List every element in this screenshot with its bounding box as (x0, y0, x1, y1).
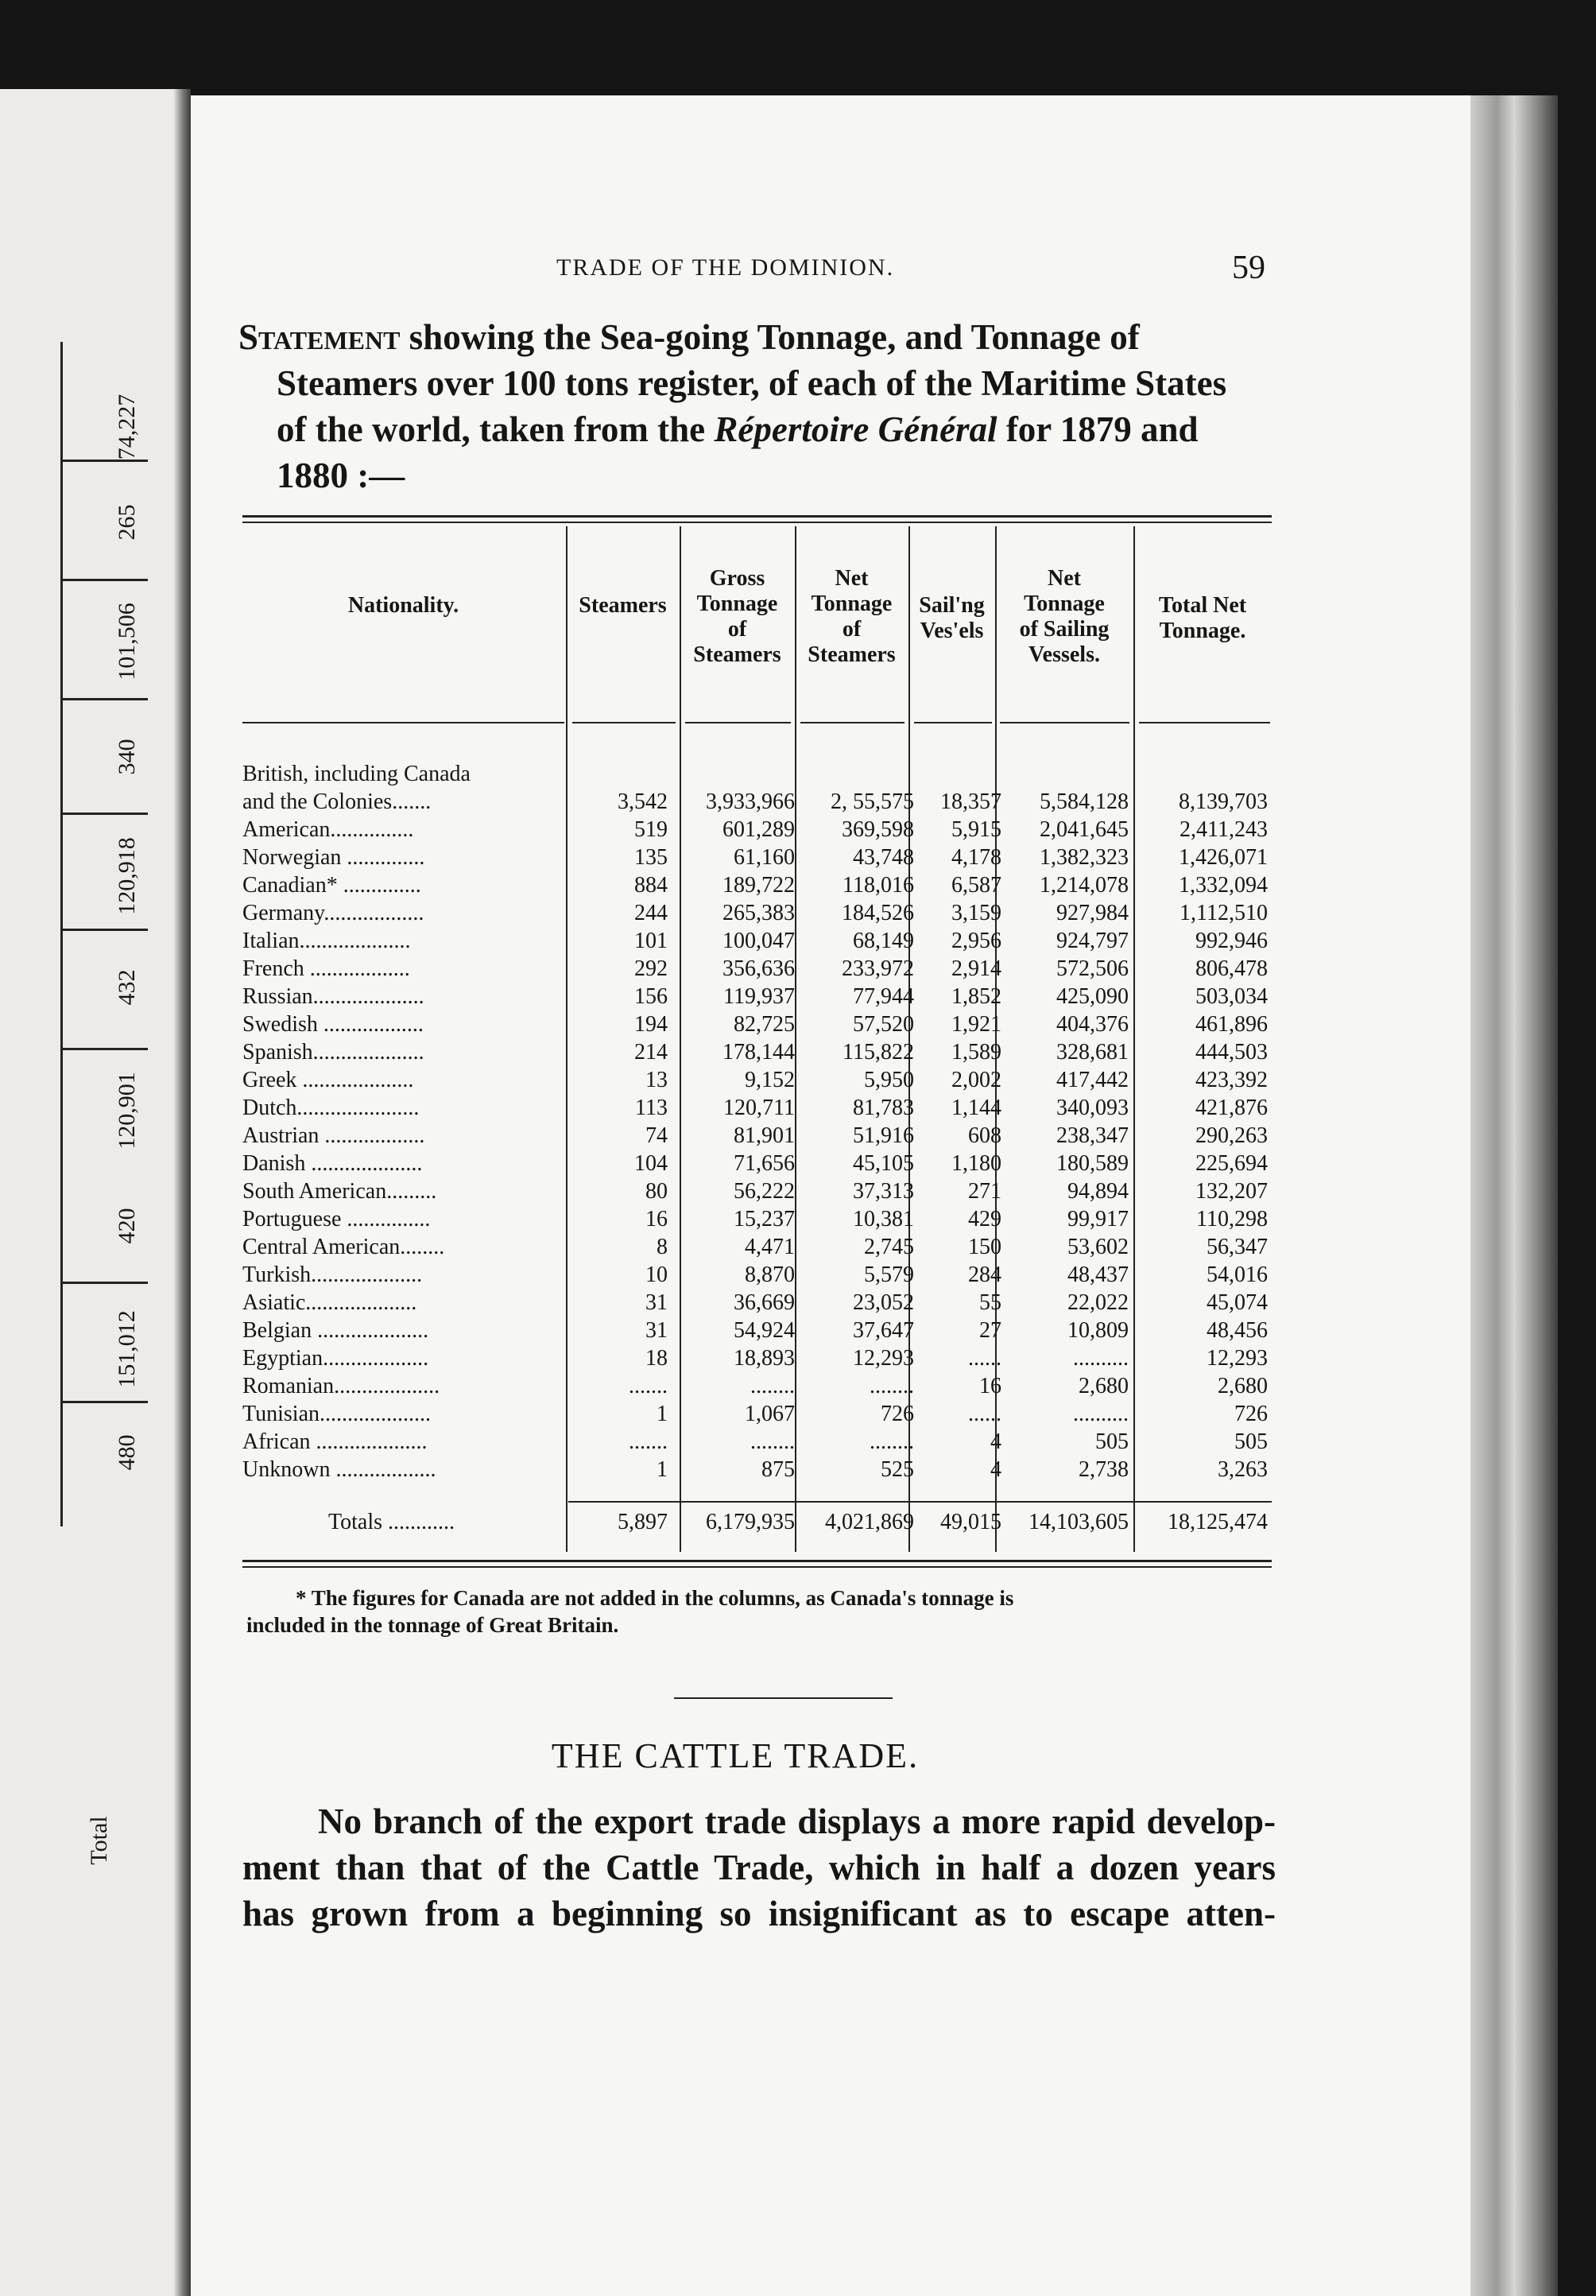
table-row (242, 1373, 1276, 1400)
row-sailing-vessels: ...... (968, 1346, 1001, 1371)
table-top-rule (242, 515, 1272, 518)
row-net-tonnage-sailing: 572,506 (1056, 956, 1129, 981)
row-net-tonnage-steamers: 5,579 (864, 1262, 914, 1287)
row-gross-tonnage: 120,711 (723, 1096, 795, 1120)
row-nationality: Austrian .................. (242, 1123, 425, 1148)
col-header-line: Tonnage (696, 591, 778, 616)
table-row (242, 1039, 1276, 1066)
header-rule (1000, 722, 1129, 723)
row-nationality: Turkish.................... (242, 1262, 423, 1287)
left-value: 101,506 (114, 603, 140, 681)
row-net-tonnage-steamers: 115,822 (843, 1040, 914, 1065)
row-sailing-vessels: 1,144 (951, 1096, 1001, 1120)
statement-lead: Statement (238, 317, 401, 357)
row-total-net-tonnage: 1,332,094 (1179, 873, 1268, 898)
row-total-net-tonnage: 2,411,243 (1180, 817, 1268, 842)
row-nationality: Russian.................... (242, 984, 424, 1009)
col-header-net-tonnage-sailing (995, 566, 1133, 668)
row-net-tonnage-sailing: 924,797 (1056, 929, 1129, 953)
col-header-line: Steamers (693, 642, 781, 667)
row-total-net-tonnage: 48,456 (1207, 1318, 1268, 1343)
row-net-tonnage-sailing: 1,214,078 (1040, 873, 1129, 898)
row-nationality: Romanian................... (242, 1374, 440, 1398)
row-sailing-vessels: 4 (990, 1429, 1001, 1454)
row-nationality: Central American........ (242, 1235, 445, 1259)
row-sailing-vessels: 4 (990, 1457, 1001, 1482)
row-net-tonnage-sailing: 340,093 (1056, 1096, 1129, 1120)
table-row (242, 956, 1276, 983)
row-net-tonnage-steamers: 81,783 (853, 1096, 914, 1120)
row-steamers: 31 (645, 1318, 668, 1343)
table-row (242, 872, 1276, 899)
totals-sailing-vessels: 49,015 (940, 1510, 1001, 1534)
row-net-tonnage-sailing: 2,680 (1079, 1374, 1129, 1398)
row-net-tonnage-steamers: 45,105 (853, 1151, 914, 1176)
row-sailing-vessels: 150 (968, 1235, 1001, 1259)
row-net-tonnage-sailing: 99,917 (1067, 1207, 1129, 1231)
row-net-tonnage-steamers: 43,748 (853, 845, 914, 870)
row-sailing-vessels: ...... (968, 1402, 1001, 1426)
statement-line3a: of the world, taken from the (277, 409, 706, 449)
row-net-tonnage-sailing: 5,584,128 (1040, 789, 1129, 814)
col-header-line: Gross (709, 566, 765, 591)
totals-total-net-tonnage: 18,125,474 (1168, 1510, 1268, 1534)
row-net-tonnage-sailing: 417,442 (1056, 1068, 1129, 1092)
row-sailing-vessels: 27 (979, 1318, 1001, 1343)
col-header-total-net-tonnage (1133, 593, 1272, 644)
row-net-tonnage-steamers: 77,944 (853, 984, 914, 1009)
col-header-line: Total Net (1158, 593, 1247, 618)
row-nationality: Swedish .................. (242, 1012, 424, 1037)
table-row (242, 1234, 1276, 1261)
row-steamers: 104 (634, 1151, 668, 1176)
row-gross-tonnage: ........ (750, 1374, 795, 1398)
row-net-tonnage-steamers: 118,016 (843, 873, 914, 898)
row-gross-tonnage: 82,725 (734, 1012, 795, 1037)
row-total-net-tonnage: 444,503 (1195, 1040, 1268, 1065)
row-steamers: 3,542 (618, 789, 668, 814)
paragraph-line: No branch of the export trade displays a more rapid develop- (318, 1802, 1276, 1841)
row-net-tonnage-sailing: 425,090 (1056, 984, 1129, 1009)
table-row (242, 1345, 1276, 1372)
table-row (242, 900, 1276, 927)
col-header-line: of (842, 617, 862, 642)
statement-line2: Steamers over 100 tons register, of each of the Maritime States (277, 363, 1227, 403)
row-net-tonnage-sailing: 927,984 (1056, 901, 1129, 925)
row-total-net-tonnage: 992,946 (1195, 929, 1268, 953)
col-header-line: Net (1048, 566, 1081, 591)
table-row (242, 844, 1276, 871)
row-total-net-tonnage: 503,034 (1195, 984, 1268, 1009)
row-nationality: Spanish.................... (242, 1040, 424, 1065)
row-nationality: Canadian* .............. (242, 873, 421, 898)
left-page-fragment (0, 89, 189, 2296)
row-total-net-tonnage: 132,207 (1195, 1179, 1268, 1204)
row-gross-tonnage: 18,893 (734, 1346, 795, 1371)
row-steamers: 214 (634, 1040, 668, 1065)
totals-net-tonnage-steamers: 4,021,869 (825, 1510, 914, 1534)
row-net-tonnage-steamers: 12,293 (853, 1346, 914, 1371)
row-nationality: Egyptian................... (242, 1346, 429, 1371)
row-net-tonnage-steamers: 57,520 (853, 1012, 914, 1037)
section-divider (674, 1697, 893, 1699)
table-row (242, 1123, 1276, 1150)
row-gross-tonnage: 356,636 (722, 956, 795, 981)
running-header: TRADE OF THE DOMINION. (556, 254, 895, 281)
row-nationality: Greek .................... (242, 1068, 414, 1092)
row-sailing-vessels: 1,180 (951, 1151, 1001, 1176)
row-sailing-vessels: 2,956 (951, 929, 1001, 953)
footnote-line: * The figures for Canada are not added in the columns, as Canada's tonnage is (296, 1586, 1014, 1610)
row-nationality: and the Colonies....... (242, 789, 432, 814)
row-steamers: ....... (629, 1374, 668, 1398)
row-sailing-vessels: 1,852 (951, 984, 1001, 1009)
row-nationality: American............... (242, 817, 414, 842)
row-net-tonnage-steamers: 2, 55,575 (831, 789, 914, 814)
row-gross-tonnage: 61,160 (734, 845, 795, 870)
table-row (242, 1401, 1276, 1428)
row-sailing-vessels: 16 (979, 1374, 1001, 1398)
row-steamers: 519 (634, 817, 668, 842)
table-bottom-rule (242, 1566, 1272, 1568)
totals-net-tonnage-sailing: 14,103,605 (1028, 1510, 1129, 1534)
row-nationality: Portuguese ............... (242, 1207, 431, 1231)
row-sailing-vessels: 3,159 (951, 901, 1001, 925)
col-header-line: Vessels. (1028, 642, 1100, 667)
row-net-tonnage-steamers: ........ (870, 1374, 914, 1398)
col-header-line: Tonnage (811, 591, 893, 616)
left-value: 420 (114, 1208, 140, 1244)
col-header-line: of (727, 617, 747, 642)
row-net-tonnage-sailing: 94,894 (1067, 1179, 1129, 1204)
row-sailing-vessels: 5,915 (951, 817, 1001, 842)
left-value: 265 (114, 504, 140, 541)
row-total-net-tonnage: 110,298 (1196, 1207, 1268, 1231)
header-rule (914, 722, 992, 723)
row-total-net-tonnage: 56,347 (1207, 1235, 1268, 1259)
row-steamers: 1 (657, 1402, 668, 1426)
row-net-tonnage-sailing: 505 (1095, 1429, 1129, 1454)
row-gross-tonnage: 15,237 (734, 1207, 795, 1231)
row-total-net-tonnage: 225,694 (1195, 1151, 1268, 1176)
row-steamers: 156 (634, 984, 668, 1009)
table-row (242, 1456, 1276, 1483)
row-sailing-vessels: 284 (968, 1262, 1001, 1287)
left-value: 432 (114, 969, 140, 1006)
row-total-net-tonnage: 8,139,703 (1179, 789, 1268, 814)
row-net-tonnage-sailing: 328,681 (1056, 1040, 1129, 1065)
body-paragraph (242, 1798, 1276, 1937)
row-sailing-vessels: 18,357 (940, 789, 1001, 814)
row-net-tonnage-steamers: 37,647 (853, 1318, 914, 1343)
row-nationality: Belgian .................... (242, 1318, 429, 1343)
totals-row (242, 1509, 1276, 1536)
row-steamers: 135 (634, 845, 668, 870)
row-net-tonnage-sailing: 22,022 (1067, 1290, 1129, 1315)
row-sailing-vessels: 2,002 (951, 1068, 1001, 1092)
row-sailing-vessels: 2,914 (951, 956, 1001, 981)
row-gross-tonnage: 36,669 (734, 1290, 795, 1315)
table-row (242, 1317, 1276, 1344)
statement-line1: showing the Sea-going Tonnage, and Tonnage of (409, 317, 1140, 357)
row-steamers: 244 (634, 901, 668, 925)
row-gross-tonnage: 265,383 (722, 901, 795, 925)
row-net-tonnage-steamers: 233,972 (842, 956, 914, 981)
row-net-tonnage-steamers: 525 (881, 1457, 914, 1482)
col-header-line: Sail'ng (919, 593, 985, 618)
table-row (242, 928, 1276, 955)
col-header-line: Net (835, 566, 869, 591)
header-rule (242, 722, 564, 723)
col-header-line: Steamers (808, 642, 896, 667)
col-header-net-tonnage-steamers (795, 566, 908, 668)
row-nationality: Dutch...................... (242, 1096, 420, 1120)
table-row (242, 1262, 1276, 1289)
row-gross-tonnage: 54,924 (734, 1318, 795, 1343)
section-title: THE CATTLE TRADE. (551, 1736, 920, 1775)
row-net-tonnage-sailing: 48,437 (1067, 1262, 1129, 1287)
row-steamers: ....... (629, 1429, 668, 1454)
row-sailing-vessels: 6,587 (951, 873, 1001, 898)
row-total-net-tonnage: 461,896 (1195, 1012, 1268, 1037)
left-value: 120,918 (114, 837, 140, 915)
totals-steamers: 5,897 (618, 1510, 668, 1534)
left-column-rule (60, 342, 63, 1526)
row-total-net-tonnage: 1,426,071 (1179, 845, 1268, 870)
row-net-tonnage-sailing: 404,376 (1056, 1012, 1129, 1037)
page-number: 59 (1232, 250, 1265, 286)
row-total-net-tonnage: 12,293 (1207, 1346, 1268, 1371)
row-gross-tonnage: 4,471 (745, 1235, 795, 1259)
col-header-gross-tonnage (680, 566, 795, 668)
row-total-net-tonnage: 3,263 (1218, 1457, 1268, 1482)
table-row (242, 1150, 1276, 1177)
row-steamers: 10 (645, 1262, 668, 1287)
row-gross-tonnage: 178,144 (722, 1040, 795, 1065)
col-header-line: of Sailing (1019, 617, 1110, 642)
row-gross-tonnage: 1,067 (745, 1402, 795, 1426)
table-row (242, 789, 1276, 816)
row-net-tonnage-sailing: 180,589 (1056, 1151, 1129, 1176)
row-nationality: Germany.................. (242, 901, 424, 925)
row-gross-tonnage: 71,656 (734, 1151, 795, 1176)
col-header-steamers: Steamers (579, 593, 667, 618)
row-nationality: Unknown .................. (242, 1457, 436, 1482)
row-sailing-vessels: 4,178 (951, 845, 1001, 870)
left-row-rule (60, 1048, 148, 1050)
row-net-tonnage-steamers: 5,950 (864, 1068, 914, 1092)
left-value: 74,227 (114, 394, 140, 460)
row-total-net-tonnage: 726 (1234, 1402, 1268, 1426)
col-header-nationality: Nationality. (347, 593, 459, 618)
row-total-net-tonnage: 1,112,510 (1180, 901, 1268, 925)
table-row (242, 1095, 1276, 1122)
row-sailing-vessels: 271 (968, 1179, 1001, 1204)
row-nationality: French .................. (242, 956, 410, 981)
left-value: 120,901 (114, 1072, 140, 1150)
row-net-tonnage-steamers: 10,381 (853, 1207, 914, 1231)
left-value: 480 (114, 1434, 140, 1471)
row-nationality: African .................... (242, 1429, 428, 1454)
row-total-net-tonnage: 290,263 (1195, 1123, 1268, 1148)
statement-source: Répertoire Général (714, 409, 998, 449)
header-rule (800, 722, 905, 723)
col-header-line: Tonnage (1024, 591, 1105, 616)
row-total-net-tonnage: 421,876 (1195, 1096, 1268, 1120)
row-gross-tonnage: 601,289 (722, 817, 795, 842)
row-net-tonnage-steamers: 726 (881, 1402, 914, 1426)
row-gross-tonnage: 8,870 (745, 1262, 795, 1287)
row-steamers: 13 (645, 1068, 668, 1092)
row-steamers: 1 (657, 1457, 668, 1482)
row-gross-tonnage: 3,933,966 (706, 789, 795, 814)
row-gross-tonnage: 189,722 (722, 873, 795, 898)
row-nationality: Norwegian .............. (242, 845, 425, 870)
row-nationality: Tunisian.................... (242, 1402, 432, 1426)
row-gross-tonnage: 875 (761, 1457, 795, 1482)
totals-label: Totals ............ (328, 1510, 455, 1534)
table-row (242, 1206, 1276, 1233)
statement-line3b: for 1879 and (1005, 409, 1199, 449)
row-total-net-tonnage: 423,392 (1195, 1068, 1268, 1092)
row-net-tonnage-sailing: 238,347 (1056, 1123, 1129, 1148)
row-total-net-tonnage: 45,074 (1207, 1290, 1268, 1315)
row-sailing-vessels: 1,589 (951, 1040, 1001, 1065)
row-steamers: 884 (634, 873, 668, 898)
row-steamers: 16 (645, 1207, 668, 1231)
row-nationality: British, including Canada (242, 762, 471, 786)
table-row (242, 1429, 1276, 1456)
row-gross-tonnage: ........ (750, 1429, 795, 1454)
row-net-tonnage-sailing: 2,041,645 (1040, 817, 1129, 842)
row-steamers: 18 (645, 1346, 668, 1371)
totals-gross-tonnage: 6,179,935 (706, 1510, 795, 1534)
table-row (242, 1290, 1276, 1317)
book-gutter (173, 89, 191, 2296)
row-total-net-tonnage: 505 (1234, 1429, 1268, 1454)
row-steamers: 113 (635, 1096, 668, 1120)
row-net-tonnage-steamers: 51,916 (853, 1123, 914, 1148)
row-total-net-tonnage: 2,680 (1218, 1374, 1268, 1398)
row-nationality: Danish .................... (242, 1151, 423, 1176)
row-net-tonnage-sailing: 53,602 (1067, 1235, 1129, 1259)
row-total-net-tonnage: 806,478 (1195, 956, 1268, 981)
row-net-tonnage-steamers: ........ (870, 1429, 914, 1454)
row-steamers: 31 (645, 1290, 668, 1315)
table-row (242, 816, 1276, 844)
row-steamers: 80 (645, 1179, 668, 1204)
col-header-line: Tonnage. (1159, 619, 1246, 643)
row-sailing-vessels: 429 (968, 1207, 1001, 1231)
row-net-tonnage-steamers: 37,313 (853, 1179, 914, 1204)
row-gross-tonnage: 119,937 (723, 984, 795, 1009)
row-steamers: 292 (634, 956, 668, 981)
row-steamers: 101 (634, 929, 668, 953)
row-gross-tonnage: 81,901 (734, 1123, 795, 1148)
row-net-tonnage-sailing: .......... (1073, 1346, 1129, 1371)
row-net-tonnage-steamers: 184,526 (842, 901, 914, 925)
table-row (242, 761, 1276, 788)
col-header-sailing-vessels (908, 593, 995, 644)
footnote (246, 1584, 1280, 1639)
table-row (242, 1067, 1276, 1094)
table-row (242, 1011, 1276, 1038)
row-net-tonnage-steamers: 23,052 (853, 1290, 914, 1315)
row-net-tonnage-steamers: 369,598 (842, 817, 914, 842)
row-sailing-vessels: 55 (979, 1290, 1001, 1315)
row-net-tonnage-steamers: 2,745 (864, 1235, 914, 1259)
paragraph-line: has grown from a beginning so insignificant as to escape atten- (242, 1894, 1276, 1933)
row-total-net-tonnage: 54,016 (1207, 1262, 1268, 1287)
statement-line4: 1880 :— (277, 456, 405, 495)
row-steamers: 74 (645, 1123, 668, 1148)
table-row (242, 1178, 1276, 1205)
table-row (242, 983, 1276, 1010)
paragraph-line: ment than that of the Cattle Trade, which in half a dozen years (242, 1848, 1276, 1887)
table-top-rule (242, 522, 1272, 523)
row-sailing-vessels: 1,921 (951, 1012, 1001, 1037)
left-value: 151,012 (114, 1310, 140, 1388)
row-nationality: Asiatic.................... (242, 1290, 417, 1315)
row-net-tonnage-sailing: 1,382,323 (1040, 845, 1129, 870)
header-rule (685, 722, 791, 723)
header-rule (572, 722, 676, 723)
row-gross-tonnage: 9,152 (745, 1068, 795, 1092)
totals-rule (568, 1501, 1272, 1503)
table-bottom-rule (242, 1560, 1272, 1562)
row-net-tonnage-sailing: 2,738 (1079, 1457, 1129, 1482)
row-net-tonnage-sailing: 10,809 (1067, 1318, 1129, 1343)
left-value: 340 (114, 739, 140, 775)
page-edges (1470, 95, 1558, 2296)
statement-title (238, 314, 1272, 498)
row-nationality: South American......... (242, 1179, 437, 1204)
row-nationality: Italian.................... (242, 929, 411, 953)
row-gross-tonnage: 100,047 (722, 929, 795, 953)
row-gross-tonnage: 56,222 (734, 1179, 795, 1204)
left-total-label: Total (86, 1816, 112, 1865)
col-header-line: Ves'els (920, 619, 984, 643)
row-net-tonnage-sailing: .......... (1073, 1402, 1129, 1426)
row-steamers: 194 (634, 1012, 668, 1037)
footnote-line: included in the tonnage of Great Britain. (246, 1613, 619, 1637)
row-steamers: 8 (657, 1235, 668, 1259)
row-net-tonnage-steamers: 68,149 (853, 929, 914, 953)
row-sailing-vessels: 608 (968, 1123, 1001, 1148)
header-rule (1139, 722, 1270, 723)
